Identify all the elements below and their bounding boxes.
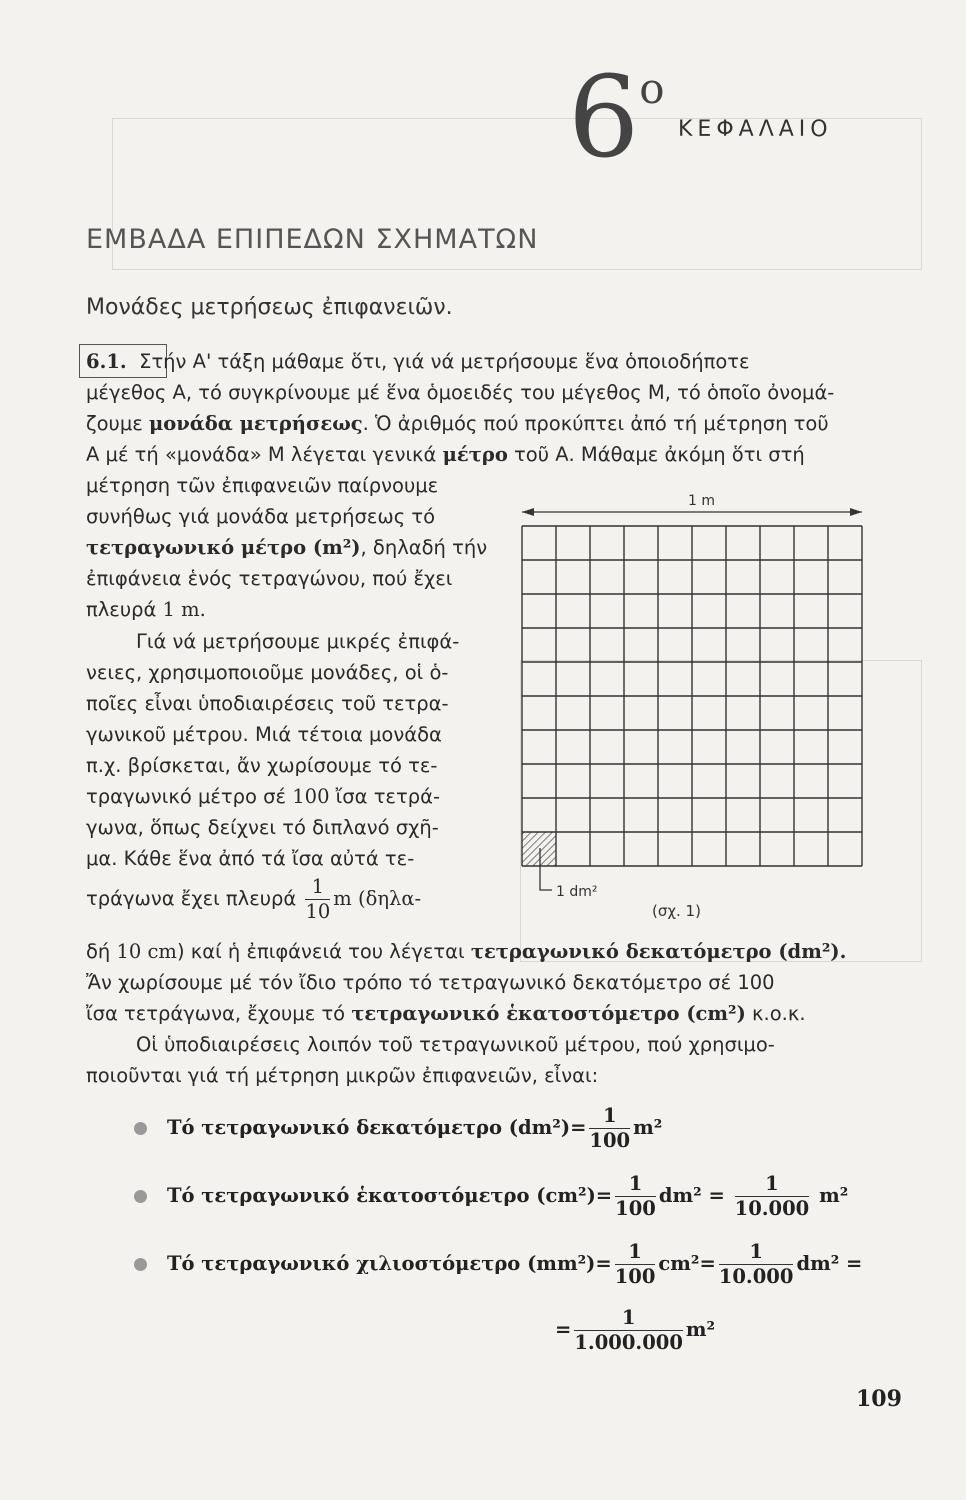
paragraph-line: νειες, χρησιμοποιοῦμε μονάδες, οἱ ὁ- (86, 661, 449, 684)
paragraph-line: ἴσα τετράγωνα, ἔχουμε τό τετραγωνικό ἑκατοστόμετρο (cm²) κ.ο.κ. (86, 1002, 806, 1025)
paragraph-line: γωνα, ὅπως δείχνει τό διπλανό σχῆ- (86, 816, 439, 839)
paragraph-line: τετραγωνικό μέτρο (m²), δηλαδή τήν (86, 536, 488, 559)
paragraph-line: γωνικοῦ μέτρου. Μιά τέτοια μονάδα (86, 723, 442, 746)
paragraph-line: μέγεθος Α, τό συγκρίνουμε μέ ἕνα ὁμοειδές του μέγεθος Μ, τό ὁποῖο ὀνομά- (86, 381, 835, 404)
bullet-dot-icon (134, 1190, 147, 1203)
fraction: $\frac{1}{100}$ (614, 1240, 656, 1288)
paragraph-line: Γιά νά μετρήσουμε μικρές ἐπιφά- (136, 630, 460, 653)
paragraph-line: πλευρά 1 m. (86, 598, 206, 621)
paragraph-line: μα. Κάθε ἕνα ἀπό τά ἴσα αὐτά τε- (86, 847, 415, 870)
paragraph-line: ποιοῦνται γιά τή μέτρηση μικρῶν ἐπιφανειῶν, εἶναι: (86, 1064, 599, 1087)
paragraph-line: συνήθως γιά μονάδα μετρήσεως τό (86, 505, 436, 528)
fraction: $\frac{1}{10.000}$ (734, 1172, 810, 1220)
arrow-left-icon (522, 508, 534, 516)
paragraph-line: ἐπιφάνεια ἑνός τετραγώνου, πού ἔχει (86, 567, 453, 590)
paragraph-line: ποῖες εἶναι ὑποδιαιρέσεις τοῦ τετρα- (86, 692, 449, 715)
section-number: 6.1. (86, 350, 127, 373)
paragraph-line: τραγωνικό μέτρο σέ 100 ἴσα τετρά- (86, 785, 440, 808)
paragraph-line: δή 10 cm) καί ἡ ἐπιφάνειά του λέγεται τετραγωνικό δεκατόμετρο (dm²). (86, 940, 847, 963)
paragraph-line: τράγωνα ἔχει πλευρά $\frac{1}{10}$ m (δηλα- (86, 875, 422, 923)
grid (522, 526, 862, 866)
chapter-title: ΕΜΒΑΔΑ ΕΠΙΠΕΔΩΝ ΣΧΗΜΑΤΩΝ (86, 224, 539, 255)
figure-caption: (σχ. 1) (652, 902, 701, 920)
chapter-number: $6^o$ (568, 53, 665, 183)
section-heading: Μονάδες μετρήσεως ἐπιφανειῶν. (86, 295, 453, 320)
page-number: 109 (856, 1386, 902, 1412)
paragraph-line: Οἱ ὑποδιαιρέσεις λοιπόν τοῦ τετραγωνικοῦ μέτρου, πού χρησιμο- (136, 1033, 775, 1056)
fraction: $\frac{1}{10}$ (305, 875, 331, 923)
bullet-mm2: Τό τετραγωνικό χιλιοστόμετρο (mm²)= $\frac{1}{100}$ cm²= $\frac{1}{10.000}$ dm² = (134, 1240, 862, 1289)
paragraph-line: Α μέ τή «μονάδα» Μ λέγεται γενικά μέτρο τοῦ Α. Μάθαμε ἀκόμη ὅτι στή (86, 443, 805, 466)
arrow-right-icon (850, 508, 862, 516)
unit-cell-hatched (522, 832, 556, 866)
corner-label: 1 dm² (556, 884, 598, 900)
fraction: $\frac{1}{1.000.000}$ (574, 1306, 683, 1354)
fraction: $\frac{1}{100}$ (589, 1104, 631, 1152)
square-meter-grid-figure (500, 488, 880, 928)
bullet-dot-icon (134, 1122, 147, 1135)
paragraph-line: 6.1. Στήν Α' τάξη μάθαμε ὅτι, γιά νά μετρήσουμε ἕνα ὁποιοδήποτε (86, 350, 750, 373)
bullet-dm2: Τό τετραγωνικό δεκατόμετρο (dm²)= $\frac{1}{100}$ m² (134, 1104, 662, 1153)
chapter-label: ΚΕΦΑΛΑΙΟ (678, 117, 833, 142)
fraction: $\frac{1}{100}$ (615, 1172, 656, 1220)
bullet-dot-icon (134, 1258, 147, 1271)
paragraph-line: ζουμε μονάδα μετρήσεως. Ὁ ἀριθμός πού προκύπτει ἀπό τή μέτρηση τοῦ (86, 412, 829, 435)
figure-top-label: 1 m (688, 493, 715, 509)
bullet-cm2: Τό τετραγωνικό ἑκατοστόμετρο (cm²)= $\frac{1}{100}$ dm² = $\frac{1}{10.000}$ m² (134, 1172, 848, 1221)
paragraph-line: μέτρηση τῶν ἐπιφανειῶν παίρνουμε (86, 474, 439, 497)
paragraph-line: Ἄν χωρίσουμε μέ τόν ἴδιο τρόπο τό τετραγωνικό δεκατόμετρο σέ 100 (86, 971, 775, 994)
paragraph-line: π.χ. βρίσκεται, ἄν χωρίσουμε τό τε- (86, 754, 438, 777)
fraction: $\frac{1}{10.000}$ (718, 1240, 794, 1288)
bullet-mm2-continued: = $\frac{1}{1.000.000}$ m² (555, 1306, 716, 1354)
